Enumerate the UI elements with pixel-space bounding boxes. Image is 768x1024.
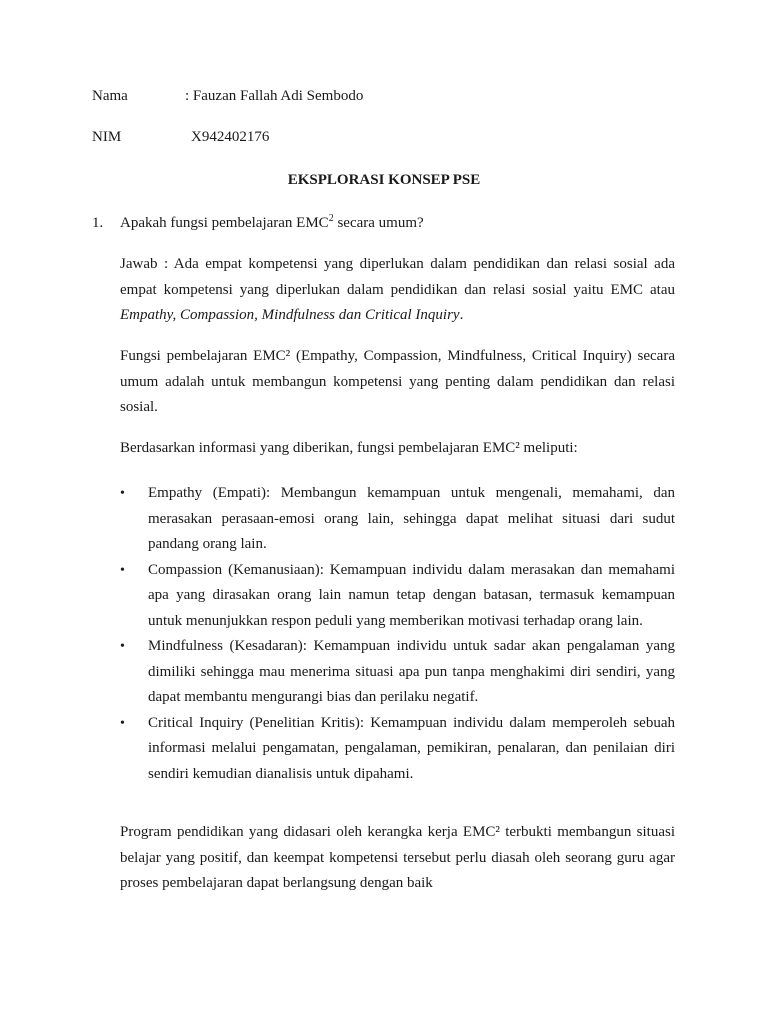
question-text-before: Apakah fungsi pembelajaran EMC <box>120 215 329 231</box>
name-label: Nama <box>92 88 128 104</box>
bullet-icon: • <box>120 486 125 501</box>
name-row <box>92 86 364 106</box>
list-item <box>120 558 675 635</box>
list-item-text: Empathy (Empati): Membangun kemampuan untuk mengenali, memahami, dan merasakan perasaan-emosi orang lain, sehingga dapat melihat situasi dari sudut pandang orang lain. <box>148 485 675 552</box>
list-item-text: Critical Inquiry (Penelitian Kritis): Kemampuan individu dalam memperoleh sebuah informasi melalui pengamatan, pengalaman, pemikiran, penalaran, dan penilaian diri sendiri kemudian dianalisis untuk dipahami. <box>148 714 675 782</box>
name-value: : Fauzan Fallah Adi Sembodo <box>185 88 364 104</box>
bullet-icon: • <box>120 639 125 654</box>
list-item <box>120 481 675 558</box>
answer-end: . <box>459 307 464 323</box>
nim-row <box>92 127 270 147</box>
list-item-text: Mindfulness (Kesadaran): Kemampuan individu untuk sadar akan pengalaman yang dimiliki sehingga mau menerima situasi apa pun tanpa menghakimi diri sendiri, yang dapat membantu mengurangi bias dan perilaku negatif. <box>148 638 675 705</box>
list-item <box>120 634 675 711</box>
question-text-after: secara umum? <box>333 215 424 231</box>
answer-text: Jawab : Ada empat kompetensi yang diperlukan dalam pendidikan dan relasi sosial ada empat kompetensi yang diperlukan dalam pendidikan dan relasi sosial yaitu EMC atau <box>120 256 675 298</box>
competency-list <box>120 481 675 787</box>
closing-paragraph: Program pendidikan yang didasari oleh kerangka kerja EMC² terbukti membangun situasi belajar yang positif, dan keempat kompetensi tersebut perlu diasah oleh seorang guru agar proses pembelajaran dapat berlangsung dengan baik <box>120 824 675 891</box>
question-number: 1. <box>92 215 104 231</box>
fungsi-paragraph: Fungsi pembelajaran EMC² (Empathy, Compassion, Mindfulness, Critical Inquiry) secara umum adalah untuk membangun kompetensi yang penting dalam pendidikan dan relasi sosial. <box>120 348 675 415</box>
list-intro: Berdasarkan informasi yang diberikan, fungsi pembelajaran EMC² meliputi: <box>120 440 578 456</box>
nim-value: X942402176 <box>191 129 270 145</box>
nim-label: NIM <box>92 129 122 145</box>
bullet-icon: • <box>120 715 125 731</box>
bullet-icon: • <box>120 562 125 578</box>
list-item-text: Compassion (Kemanusiaan): Kemampuan individu dalam merasakan dan memahami apa yang dirasakan orang lain namun tetap dengan batasan, termasuk kemampuan untuk menunjukkan respon peduli yang memberikan motivasi terhadap orang lain. <box>148 561 675 629</box>
question-text <box>120 213 424 233</box>
question-superscript: 2 <box>328 213 334 224</box>
page-title: EKSPLORASI KONSEP PSE <box>287 172 481 188</box>
list-item <box>120 711 675 788</box>
answer-paragraph <box>120 252 675 329</box>
answer-italic-text: Empathy, Compassion, Mindfulness dan Critical Inquiry <box>120 307 460 323</box>
